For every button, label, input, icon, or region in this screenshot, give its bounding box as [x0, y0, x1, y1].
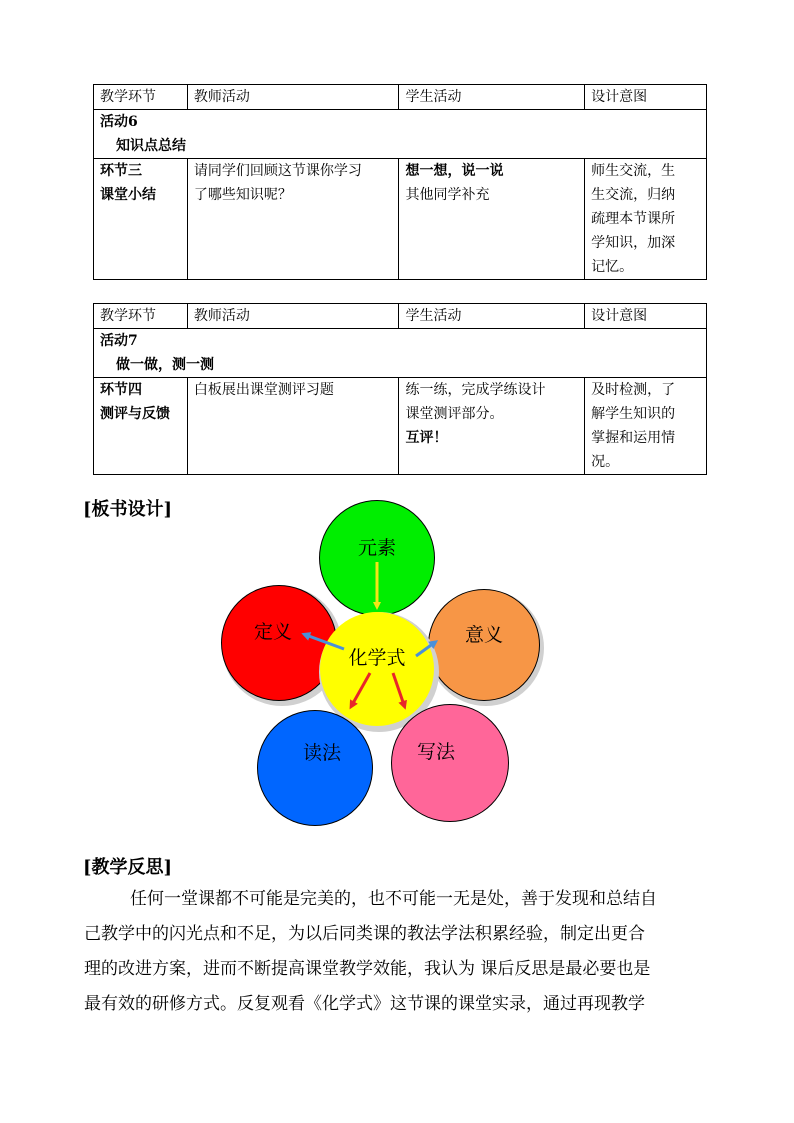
- reflection-line: 任何一堂课都不可能是完美的，也不可能一无是处，善于发现和总结自: [130, 889, 657, 909]
- stage-cell: [94, 378, 188, 475]
- reflection-line: 己教学中的闪光点和不足，为以后同类课的教法学法积累经验，制定出更合: [84, 924, 645, 944]
- reflection-line: 理的改进方案，进而不断提高课堂教学效能，我认为 课后反思是最必要也是: [84, 959, 651, 979]
- intent-line: 况。: [591, 454, 620, 470]
- formula-circle: [320, 612, 434, 726]
- header-stage: 教学环节: [94, 85, 188, 110]
- teacher-line: 了哪些知识呢？: [193, 187, 292, 203]
- activity-row: [94, 110, 707, 159]
- concept-node-meaning: [428, 589, 544, 706]
- stage-cell: [94, 159, 188, 280]
- student-cell: [399, 159, 585, 280]
- student-cell: [399, 378, 585, 475]
- header-intent: 设计意图: [585, 85, 707, 110]
- header-teacher: 教师活动: [187, 304, 399, 329]
- meaning-label: 意义: [464, 624, 504, 646]
- table-row: [94, 159, 707, 280]
- intent-line: 及时检测，了: [591, 382, 676, 398]
- table-row: [94, 378, 707, 475]
- activity-label: 活动7: [100, 333, 138, 349]
- reflection-paragraph: [84, 882, 712, 1022]
- student-line: 练一练，完成学练设计: [405, 382, 546, 398]
- definition-label: 定义: [253, 621, 293, 643]
- board-design-heading: [板书设计]: [83, 499, 173, 520]
- student-line: 课堂测评部分。: [405, 406, 504, 422]
- table-header-row: [94, 304, 707, 329]
- teaching-reflection-heading: [教学反思]: [83, 857, 173, 878]
- reflection-line: 最有效的研修方式。反复观看《化学式》这节课的课堂实录，通过再现教学: [84, 994, 645, 1014]
- table-header-row: [94, 85, 707, 110]
- reading-circle: [258, 711, 372, 825]
- activity-title: 做一做，测一测: [116, 357, 214, 373]
- writing-circle: [392, 705, 508, 821]
- intent-line: 生交流，归纳: [591, 187, 676, 203]
- definition-circle: [222, 586, 336, 700]
- stage-line: 环节四: [100, 382, 142, 398]
- activity-row: [94, 329, 707, 378]
- intent-line: 记忆。: [591, 259, 634, 275]
- stage-line: 课堂小结: [100, 187, 156, 203]
- concept-diagram: [210, 500, 550, 830]
- student-line: 想一想，说一说: [405, 163, 504, 179]
- header-stage: 教学环节: [94, 304, 188, 329]
- teacher-cell: [187, 159, 399, 280]
- concept-node-reading: [257, 710, 373, 826]
- header-student: 学生活动: [399, 304, 585, 329]
- writing-label: 写法: [416, 741, 456, 763]
- teacher-line: 请同学们回顾这节课你学习: [193, 163, 362, 179]
- intent-cell: [585, 159, 707, 280]
- teacher-cell: [187, 378, 399, 475]
- header-intent: 设计意图: [585, 304, 707, 329]
- intent-line: 疏理本节课所: [591, 211, 676, 227]
- header-teacher: 教师活动: [187, 85, 399, 110]
- intent-cell: [585, 378, 707, 475]
- stage-line: 环节三: [100, 163, 142, 179]
- stage-line: 测评与反馈: [100, 406, 170, 422]
- teacher-line: 白板展出课堂测评习题: [193, 382, 334, 398]
- activity-cell: [94, 110, 707, 159]
- student-line: 互评！: [405, 430, 448, 446]
- reading-label: 读法: [302, 742, 342, 764]
- activity-cell: [94, 329, 707, 378]
- header-student: 学生活动: [399, 85, 585, 110]
- formula-label: 化学式: [348, 647, 406, 669]
- element-label: 元素: [357, 537, 397, 559]
- lesson-table-activity-6: [93, 84, 707, 280]
- lesson-table-activity-7: [93, 303, 707, 475]
- intent-line: 学知识，加深: [591, 235, 676, 251]
- intent-line: 掌握和运用情: [591, 430, 676, 446]
- student-line: 其他同学补充: [405, 187, 490, 203]
- intent-line: 师生交流，生: [591, 163, 676, 179]
- intent-line: 解学生知识的: [591, 406, 676, 422]
- concept-node-writing: [391, 704, 509, 822]
- activity-title: 知识点总结: [116, 138, 186, 154]
- activity-label: 活动6: [100, 114, 138, 130]
